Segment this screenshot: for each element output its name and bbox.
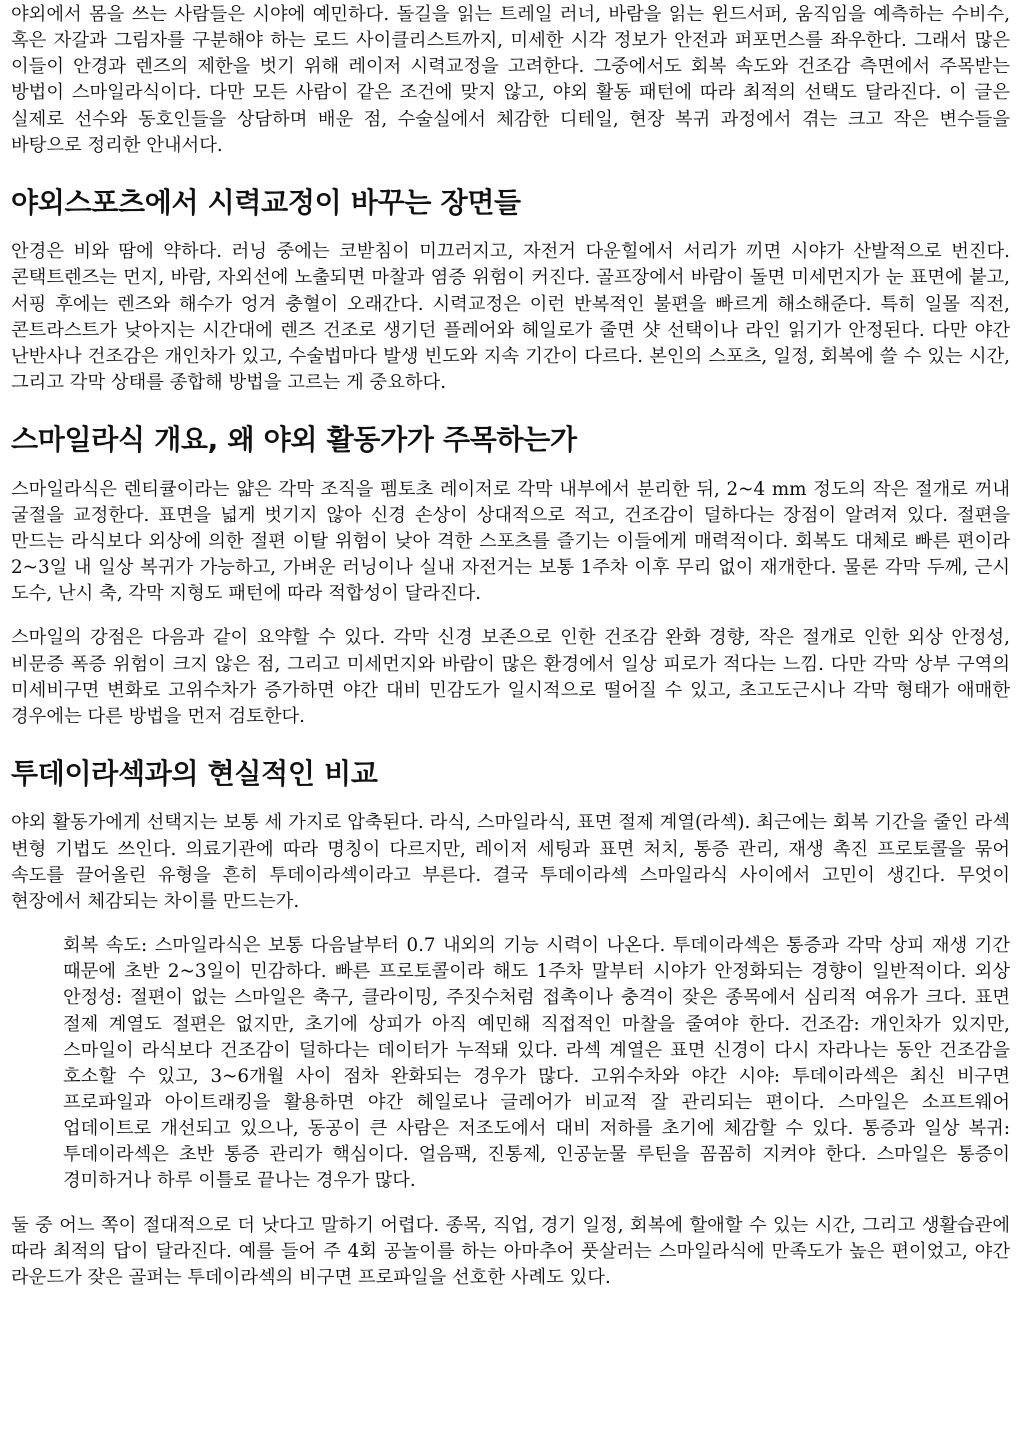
intro-paragraph: 야외에서 몸을 쓰는 사람들은 시야에 예민하다. 돌길을 읽는 트레일 러너, 바람을 읽는 윈드서퍼, 움직임을 예측하는 수비수, 혹은 자갈과 그림자를 구분해야 하는 로드 사이클리스트까지, 미세한 시각 정보가 안전과 퍼포먼스를 좌우한다. 그래서 많은 이들이 안경과 렌즈의 제한을 벗기 위해 레이저 시력교정을 고려한다. 그중에서도 회복 속도와 건조감 측면에서 주목받는 방법이 스마일라식이다. 다만 모든 사람이 같은 조건에 맞지 않고, 야외 활동 패턴에 따라 최적의 선택도 달라진다. 이 글은 실제로 선수와 동호인들을 상담하며 배운 점, 수술실에서 체감한 디테일, 현장 복귀 과정에서 겪는 크고 작은 변수들을 바탕으로 정리한 안내서다. [11, 4, 1010, 156]
body-paragraph: 야외 활동가에게 선택지는 보통 세 가지로 압축된다. 라식, 스마일라식, 표면 절제 계열(라섹). 최근에는 회복 기간을 줄인 라섹 변형 기법도 쓰인다. 의료기관에 따라 명칭이 다르지만, 레이저 세팅과 표면 처치, 통증 관리, 재생 촉진 프로토콜을 묶어 속도를 끌어올린 유형을 흔히 투데이라섹이라고 부른다. 결국 투데이라섹 스마일라식 사이에서 고민이 생긴다. 무엇이 현장에서 체감되는 차이를 만드는가. [11, 812, 1010, 912]
body-paragraph: 안경은 비와 땀에 약하다. 러닝 중에는 코받침이 미끄러지고, 자전거 다운힐에서 서리가 끼면 시야가 산발적으로 번진다. 콘택트렌즈는 먼지, 바람, 자외선에 노출되면 마찰과 염증 위험이 커진다. 골프장에서 바람이 돌면 미세먼지가 눈 표면에 붙고, 서핑 후에는 렌즈와 해수가 엉겨 충혈이 오래간다. 시력교정은 이런 반복적인 불편을 빠르게 해소해준다. 특히 일몰 직전, 콘트라스트가 낮아지는 시간대에 렌즈 건조로 생기던 플레어와 헤일로가 줄면 샷 선택이나 라인 읽기가 안정된다. 다만 야간 난반사나 건조감은 개인차가 있고, 수술법마다 발생 빈도와 지속 기간이 다르다. 본인의 스포츠, 일정, 회복에 쓸 수 있는 시간, 그리고 각막 상태를 종합해 방법을 고르는 게 중요하다. [11, 241, 1010, 394]
section-heading: 투데이라섹과의 현실적인 비교 [11, 757, 378, 791]
section-heading: 야외스포츠에서 시력교정이 바꾸는 장면들 [11, 185, 521, 219]
closing-paragraph: 둘 중 어느 쪽이 절대적으로 더 낫다고 말하기 어렵다. 종목, 직업, 경기 일정, 회복에 할애할 수 있는 시간, 그리고 생활습관에 따라 최적의 답이 달라진다. 예를 들어 주 4회 공놀이를 하는 아마추어 풋살러는 스마일라식에 만족도가 높은 편이었고, 야간 라운드가 잦은 골퍼는 투데이라섹의 비구면 프로파일을 선호한 사례도 있다. [11, 1214, 1010, 1288]
comparison-quote-text: 회복 속도: 스마일라식은 보통 다음날부터 0.7 내외의 기능 시력이 나온다. 투데이라섹은 통증과 각막 상피 재생 기간 때문에 초반 2~3일이 민감하다. 빠른 프로토콜이라 해도 1주차 말부터 시야가 안정화되는 경향이 일반적이다. 외상 안정성: 절편이 없는 스마일은 축구, 클라이밍, 주짓수처럼 접촉이나 충격이 잦은 종목에서 심리적 여유가 크다. 표면 절제 계열도 절편은 없지만, 초기에 상피가 아직 예민해 직접적인 마찰을 줄여야 한다. 건조감: 개인차가 있지만, 스마일이 라식보다 건조감이 덜하다는 데이터가 누적돼 있다. 라섹 계열은 표면 신경이 다시 자라나는 동안 건조감을 호소할 수 있고, 3~6개월 사이 점차 완화되는 경우가 많다. 고위수차와 야간 시야: 투데이라섹은 최신 비구면 프로파일과 아이트래킹을 활용하면 야간 헤일로나 글레어가 비교적 잘 관리되는 편이다. 스마일은 소프트웨어 업데이트로 개선되고 있으나, 동공이 큰 사람은 저조도에서 대비 저하를 초기에 체감할 수 있다. 통증과 일상 복귀: 투데이라섹은 초반 통증 관리가 핵심이다. 얼음팩, 진통제, 인공눈물 루틴을 꼼꼼히 지켜야 한다. 스마일은 통증이 경미하거나 하루 이틀로 끝나는 경우가 많다. [63, 935, 1010, 1192]
comparison-blockquote [63, 933, 1010, 1195]
body-paragraph: 스마일의 강점은 다음과 같이 요약할 수 있다. 각막 신경 보존으로 인한 건조감 완화 경향, 작은 절개로 인한 외상 안정성, 비문증 폭증 위험이 크지 않은 점, 그리고 미세먼지와 바람이 많은 환경에서 일상 피로가 적다는 느낌. 다만 각막 상부 구역의 미세비구면 변화로 고위수차가 증가하면 야간 대비 민감도가 일시적으로 떨어질 수 있고, 초고도근시나 각막 형태가 애매한 경우에는 다른 방법을 먼저 검토한다. [11, 627, 1010, 727]
body-paragraph: 스마일라식은 렌티큘이라는 얇은 각막 조직을 펨토초 레이저로 각막 내부에서 분리한 뒤, 2~4 mm 정도의 작은 절개로 꺼내 굴절을 교정한다. 표면을 넓게 벗기지 않아 신경 손상이 상대적으로 적고, 건조감이 덜하다는 장점이 알려져 있다. 절편을 만드는 라식보다 외상에 의한 절편 이탈 위험이 낮아 격한 스포츠를 즐기는 이들에게 매력적이다. 회복도 대체로 빠른 편이라 2~3일 내 일상 복귀가 가능하고, 가벼운 러닝이나 실내 자전거는 보통 1주차 이후 무리 없이 재개한다. 물론 각막 두께, 근시 도수, 난시 축, 각막 지형도 패턴에 따라 적합성이 달라진다. [11, 478, 1010, 605]
section-heading: 스마일라식 개요, 왜 야외 활동가가 주목하는가 [11, 423, 577, 457]
